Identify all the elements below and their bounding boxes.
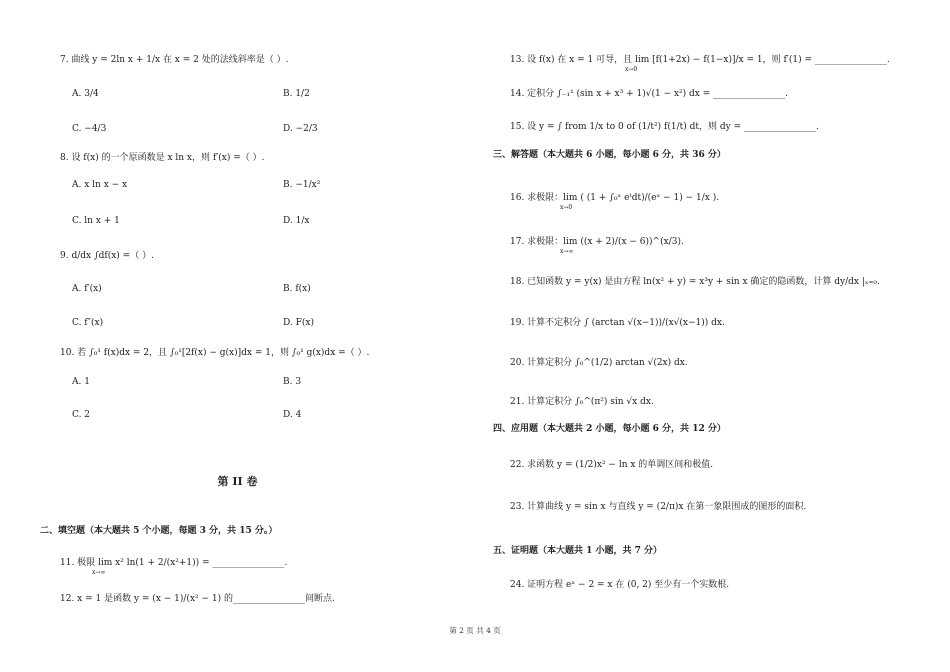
question-10-option-b: B. 3: [283, 377, 302, 387]
question-10: 10. 若 ∫₀¹ f(x)dx = 2，且 ∫₀¹[2f(x) − g(x)]dx = 1，则 ∫₀¹ g(x)dx =（ ）.: [60, 348, 370, 358]
question-20: 20. 计算定积分 ∫₀^(1/2) arctan √(2x) dx.: [510, 358, 688, 368]
question-9-option-b: B. f(x): [283, 284, 311, 294]
section-3-title: 三、解答题（本大题共 6 小题，每小题 6 分，共 36 分）: [493, 150, 726, 160]
question-21: 21. 计算定积分 ∫₀^(π²) sin √x dx.: [510, 397, 654, 407]
volume-2-title: 第 II 卷: [217, 475, 258, 488]
question-16-limit-subscript: x→0: [560, 204, 573, 211]
question-17: 17. 求极限：lim ((x + 2)/(x − 6))^(x/3).: [510, 237, 684, 247]
question-19: 19. 计算不定积分 ∫ (arctan √(x−1))/(x√(x−1)) dx.: [510, 318, 725, 328]
question-8: 8. 设 f(x) 的一个原函数是 x ln x，则 f′(x) =（ ）.: [60, 153, 265, 163]
question-7-option-b: B. 1/2: [283, 89, 310, 99]
question-10-option-d: D. 4: [283, 410, 302, 420]
question-8-option-c: C. ln x + 1: [72, 216, 120, 226]
question-18: 18. 已知函数 y = y(x) 是由方程 ln(x² + y) = x³y + sin x 确定的隐函数，计算 dy/dx |ₓ₌₀.: [510, 277, 880, 287]
question-13: 13. 设 f(x) 在 x = 1 可导，且 lim [f(1+2x) − f(1−x)]/x = 1，则 f′(1) = ________________.: [510, 55, 890, 65]
question-16: 16. 求极限：lim ( (1 + ∫₀ˣ eᵗdt)/(eˣ − 1) − 1/x ).: [510, 193, 720, 203]
question-12: 12. x = 1 是函数 y = (x − 1)/(x² − 1) 的________________间断点.: [60, 594, 335, 604]
question-8-option-d: D. 1/x: [283, 216, 310, 226]
question-7: 7. 曲线 y = 2ln x + 1/x 在 x = 2 处的法线斜率是（ ）.: [60, 55, 289, 65]
question-8-option-b: B. −1/x²: [283, 180, 321, 190]
question-10-option-c: C. 2: [72, 410, 91, 420]
question-14: 14. 定积分 ∫₋₁¹ (sin x + x³ + 1)√(1 − x²) dx = ________________.: [510, 89, 788, 99]
question-15: 15. 设 y = ∫ from 1/x to 0 of (1/t²) f(1/t) dt，则 dy = ________________.: [510, 122, 819, 132]
question-7-option-a: A. 3/4: [72, 89, 99, 99]
question-9-option-d: D. F(x): [283, 318, 314, 328]
question-23: 23. 计算曲线 y = sin x 与直线 y = (2/π)x 在第一象限围成的图形的面积.: [510, 502, 807, 512]
question-7-option-d: D. −2/3: [283, 124, 318, 134]
question-24: 24. 证明方程 eˣ − 2 = x 在 (0, 2) 至少有一个实数根.: [510, 580, 730, 590]
section-2-title: 二、填空题（本大题共 5 个小题，每题 3 分，共 15 分。）: [40, 526, 278, 536]
question-9-option-a: A. f′(x): [72, 284, 102, 294]
section-4-title: 四、应用题（本大题共 2 小题，每小题 6 分，共 12 分）: [493, 424, 726, 434]
question-11-limit-subscript: x→∞: [92, 569, 106, 576]
question-22: 22. 求函数 y = (1/2)x² − ln x 的单调区间和极值.: [510, 460, 714, 470]
section-5-title: 五、证明题（本大题共 1 小题，共 7 分）: [493, 546, 663, 556]
question-10-option-a: A. 1: [72, 377, 90, 387]
question-11: 11. 极限 lim x² ln(1 + 2/(x²+1)) = ________________.: [60, 558, 288, 568]
question-17-limit-subscript: x→∞: [560, 248, 574, 255]
page-footer: 第 2 页 共 4 页: [449, 626, 501, 635]
question-7-option-c: C. −4/3: [72, 124, 107, 134]
question-9-option-c: C. f″(x): [72, 318, 104, 328]
question-9: 9. d/dx ∫df(x) =（ ）.: [60, 251, 154, 261]
question-13-limit-subscript: x→0: [625, 66, 638, 73]
question-8-option-a: A. x ln x − x: [72, 180, 128, 190]
